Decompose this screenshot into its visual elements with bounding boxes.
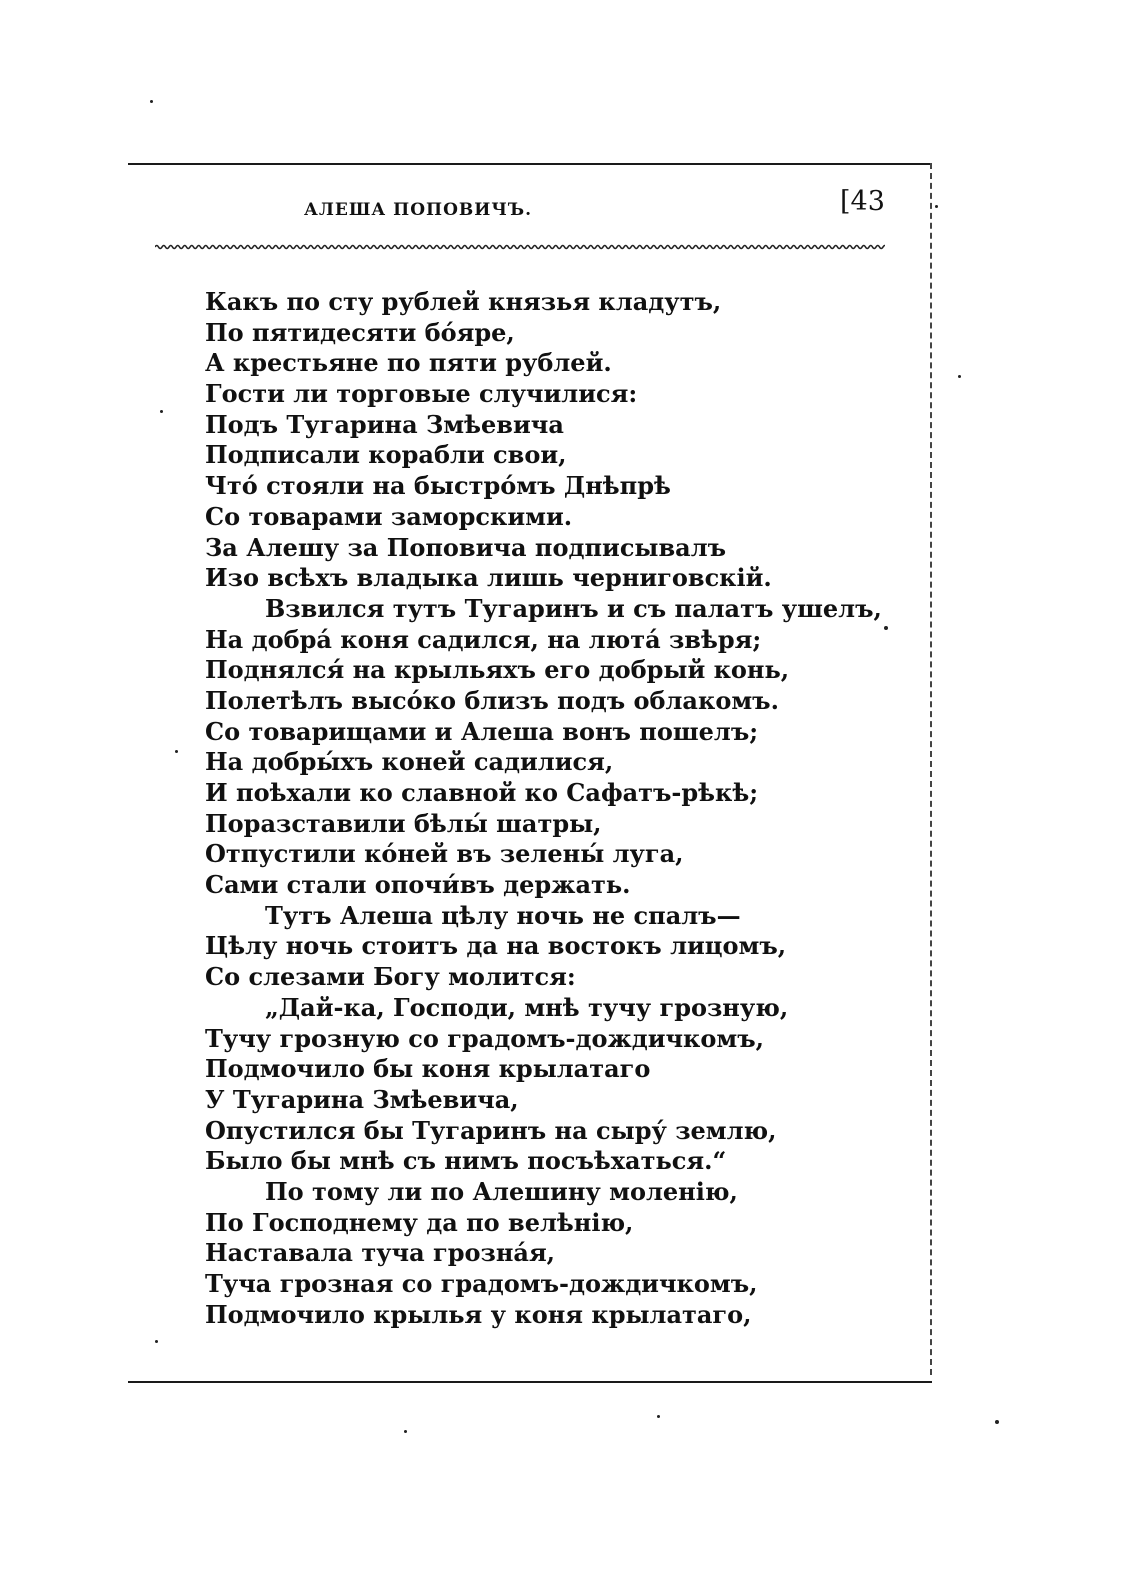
verse-line: Взвился тутъ Тугаринъ и съ палатъ ушелъ, xyxy=(265,593,882,623)
verse-line: Подъ Тугарина Змѣевича xyxy=(205,409,564,439)
print-speck xyxy=(958,375,961,378)
verse-line: Какъ по сту рублей князья кладутъ, xyxy=(205,287,722,316)
verse-line: Подмочило бы коня крылатаго xyxy=(205,1054,651,1084)
print-speck xyxy=(160,410,163,413)
verse-text xyxy=(205,287,882,1330)
verse-line: А крестьяне по пяти рублей. xyxy=(205,348,612,378)
verse-line: Цѣлу ночь стоитъ да на востокъ лицомъ, xyxy=(205,931,787,961)
verse-line: Поднялся́ на крыльяхъ его добрый конь, xyxy=(205,655,790,685)
verse-line: Полетѣлъ высо́ко близъ подъ облакомъ. xyxy=(205,685,779,715)
print-speck xyxy=(155,1340,158,1343)
verse-line: Подмочило крылья у коня крылатаго, xyxy=(205,1299,752,1329)
print-speck xyxy=(404,1430,407,1433)
print-speck xyxy=(935,205,938,208)
print-speck xyxy=(175,750,178,753)
page-number: [43 xyxy=(840,186,885,217)
top-rule xyxy=(128,163,932,165)
print-speck xyxy=(884,626,888,630)
verse-line: Тутъ Алеша цѣлу ночь не спалъ— xyxy=(265,900,741,930)
wavy-ornament-rule xyxy=(155,237,885,257)
verse-line: Тучу грозную со градомъ-дождичкомъ, xyxy=(205,1023,765,1053)
verse-line: Сами стали опочи́въ держать. xyxy=(205,870,631,900)
print-speck xyxy=(995,1420,999,1424)
right-rule xyxy=(930,163,932,1375)
verse-line: „Дай-ка, Господи, мнѣ тучу грозную, xyxy=(265,992,789,1022)
verse-line: Туча грозная со градомъ-дождичкомъ, xyxy=(205,1269,758,1298)
verse-line: Со товарами заморскими. xyxy=(205,501,573,531)
verse-line: По Господнему да по велѣнію, xyxy=(205,1207,634,1237)
verse-line: И поѣхали ко славной ко Сафатъ-рѣкѣ; xyxy=(205,778,759,807)
print-speck xyxy=(150,100,153,103)
verse-line: Изо всѣхъ владыка лишь черниговскій. xyxy=(205,563,772,593)
verse-line: Наставала туча грозна́я, xyxy=(205,1238,556,1268)
verse-line: По тому ли по Алешину моленію, xyxy=(265,1176,738,1206)
verse-line: Со товарищами и Алеша вонъ пошелъ; xyxy=(205,716,759,746)
verse-line: Опустился бы Тугаринъ на сыру́ землю, xyxy=(205,1115,777,1145)
verse-line: Гости ли торговые случилися: xyxy=(205,379,638,409)
verse-line: На добра́ коня садился, на люта́ звѣря; xyxy=(205,624,762,654)
verse-line: Отпустили ко́ней въ зелены́ луга, xyxy=(205,839,684,869)
print-speck xyxy=(657,1415,660,1418)
running-title: АЛЕША ПОПОВИЧЪ. xyxy=(304,200,533,220)
verse-line: Что́ стояли на быстро́мъ Днѣпрѣ xyxy=(205,471,671,501)
verse-line: У Тугарина Змѣевича, xyxy=(205,1084,519,1114)
verse-line: Поразставили бѣлы́ шатры, xyxy=(205,808,602,838)
verse-line: Было бы мнѣ съ нимъ посъѣхаться.“ xyxy=(205,1146,727,1176)
verse-line: По пятидесяти бо́яре, xyxy=(205,317,515,347)
verse-line: За Алешу за Поповича подписывалъ xyxy=(205,532,727,562)
verse-line: Со слезами Богу молится: xyxy=(205,962,576,992)
bottom-rule xyxy=(128,1381,932,1383)
verse-line: Подписали корабли свои, xyxy=(205,440,567,470)
verse-line: На добры́хъ коней садилися, xyxy=(205,747,614,777)
